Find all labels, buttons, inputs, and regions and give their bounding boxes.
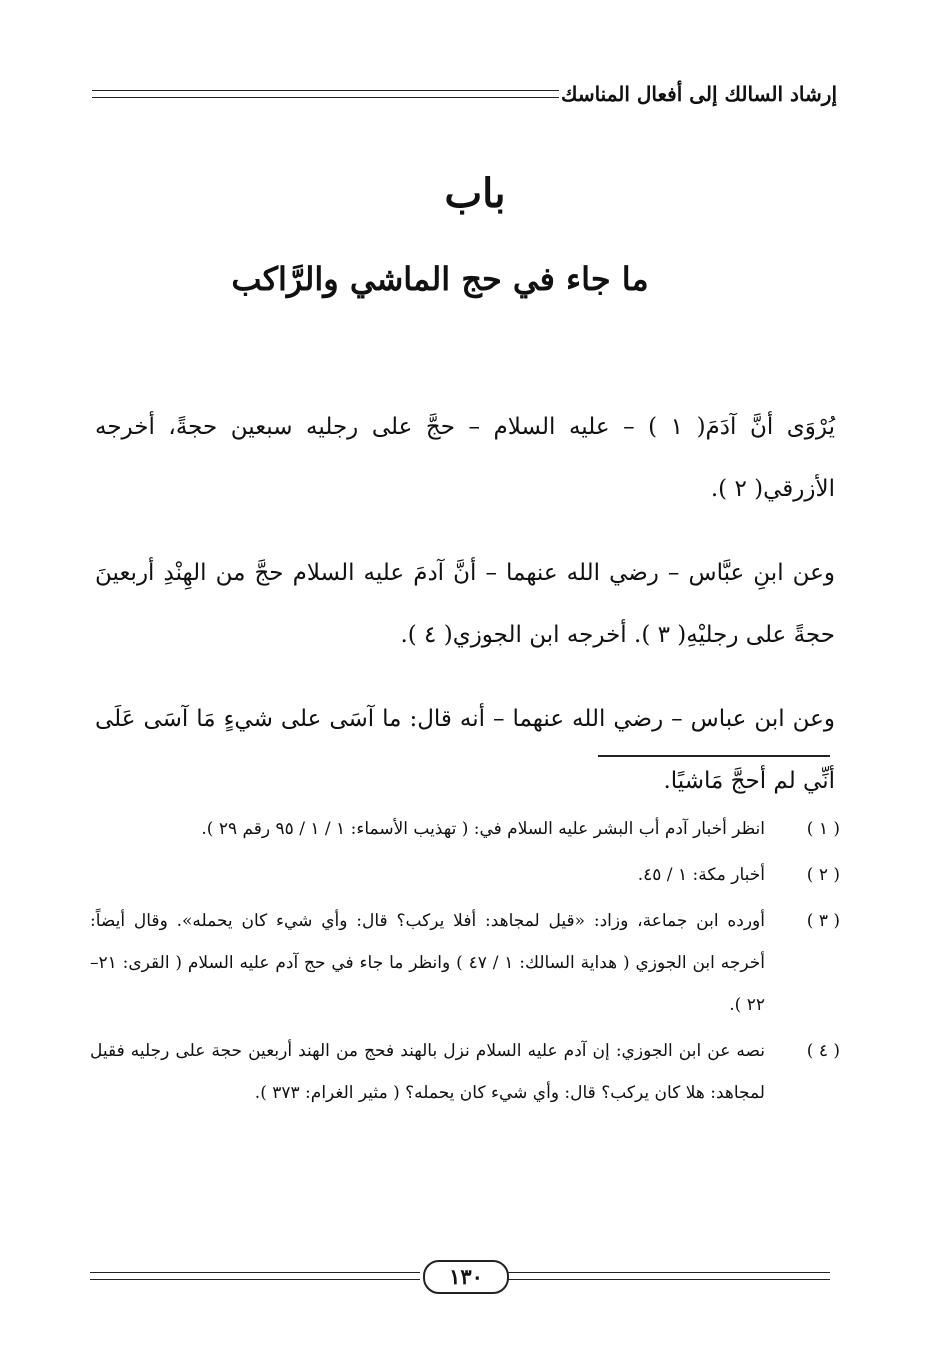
page-number: ١٣٠: [423, 1260, 509, 1294]
paragraph: وعن ابن عباس – رضي الله عنهما – أنه قال: ما آسَى على شيءٍ مَا آسَى عَلَى أنِّي لم أحجَّ مَاشيًا.: [95, 706, 835, 794]
footnote-number: ( ٤ ): [806, 1041, 840, 1061]
footnote: [90, 1030, 840, 1114]
footer-rule-right: [508, 1272, 830, 1280]
chapter-title: باب: [444, 170, 506, 217]
footer-rule-left: [90, 1272, 420, 1280]
footnote: [90, 900, 840, 1026]
footnote-number: ( ٣ ): [806, 911, 840, 931]
footnote-text: أورده ابن جماعة، وزاد: «قيل لمجاهد: أفلا يركب؟ قال: وأي شيء كان يحمله». وقال أيضاً: أخرجه ابن الجوزي ( هداية السالك: ١ / ٤٧ ) وانظر ما جاء في حج آدم عليه السلام ( القرى: ٢١–٢٢ ).: [90, 911, 765, 1015]
footnote: [90, 808, 840, 850]
page-footer: [90, 1260, 830, 1294]
chapter-subtitle: ما جاء في حج الماشي والرَّاكب: [231, 260, 649, 298]
footnote-number: ( ١ ): [806, 819, 840, 839]
footnote-number: ( ٢ ): [806, 865, 840, 885]
footnote-text: نصه عن ابن الجوزي: إن آدم عليه السلام نزل بالهند فحج من الهند أربعين حجة على رجليه فقيل لمجاهد: هلا كان يركب؟ قال: وأي شيء كان يحمله؟ ( مثير الغرام: ٣٧٣ ).: [90, 1041, 765, 1103]
header-double-rule: [92, 90, 559, 98]
footnote-text: انظر أخبار آدم أب البشر عليه السلام في: ( تهذيب الأسماء: ١ / ١ / ٩٥ رقم ٢٩ ).: [201, 819, 765, 839]
running-title: إرشاد السالك إلى أفعال المناسك: [560, 82, 837, 106]
paragraph: وعن ابنِ عبَّاس – رضي الله عنهما – أنَّ آدمَ عليه السلام حجَّ من الهِنْدِ أربعينَ حجةً على رجليْهِ( ٣ ). أخرجه ابن الجوزي( ٤ ).: [95, 560, 835, 648]
body-text: [95, 396, 835, 834]
paragraph: يُرْوَى أنَّ آدَمَ( ١ ) – عليه السلام – حجَّ على رجليه سبعين حجةً، أخرجه الأزرقي( ٢ ).: [95, 414, 835, 502]
running-header: [92, 82, 837, 112]
footnote: [90, 854, 840, 896]
footnote-separator: [598, 755, 830, 757]
footnote-text: أخبار مكة: ١ / ٤٥.: [637, 865, 765, 885]
footnotes: [90, 808, 840, 1118]
